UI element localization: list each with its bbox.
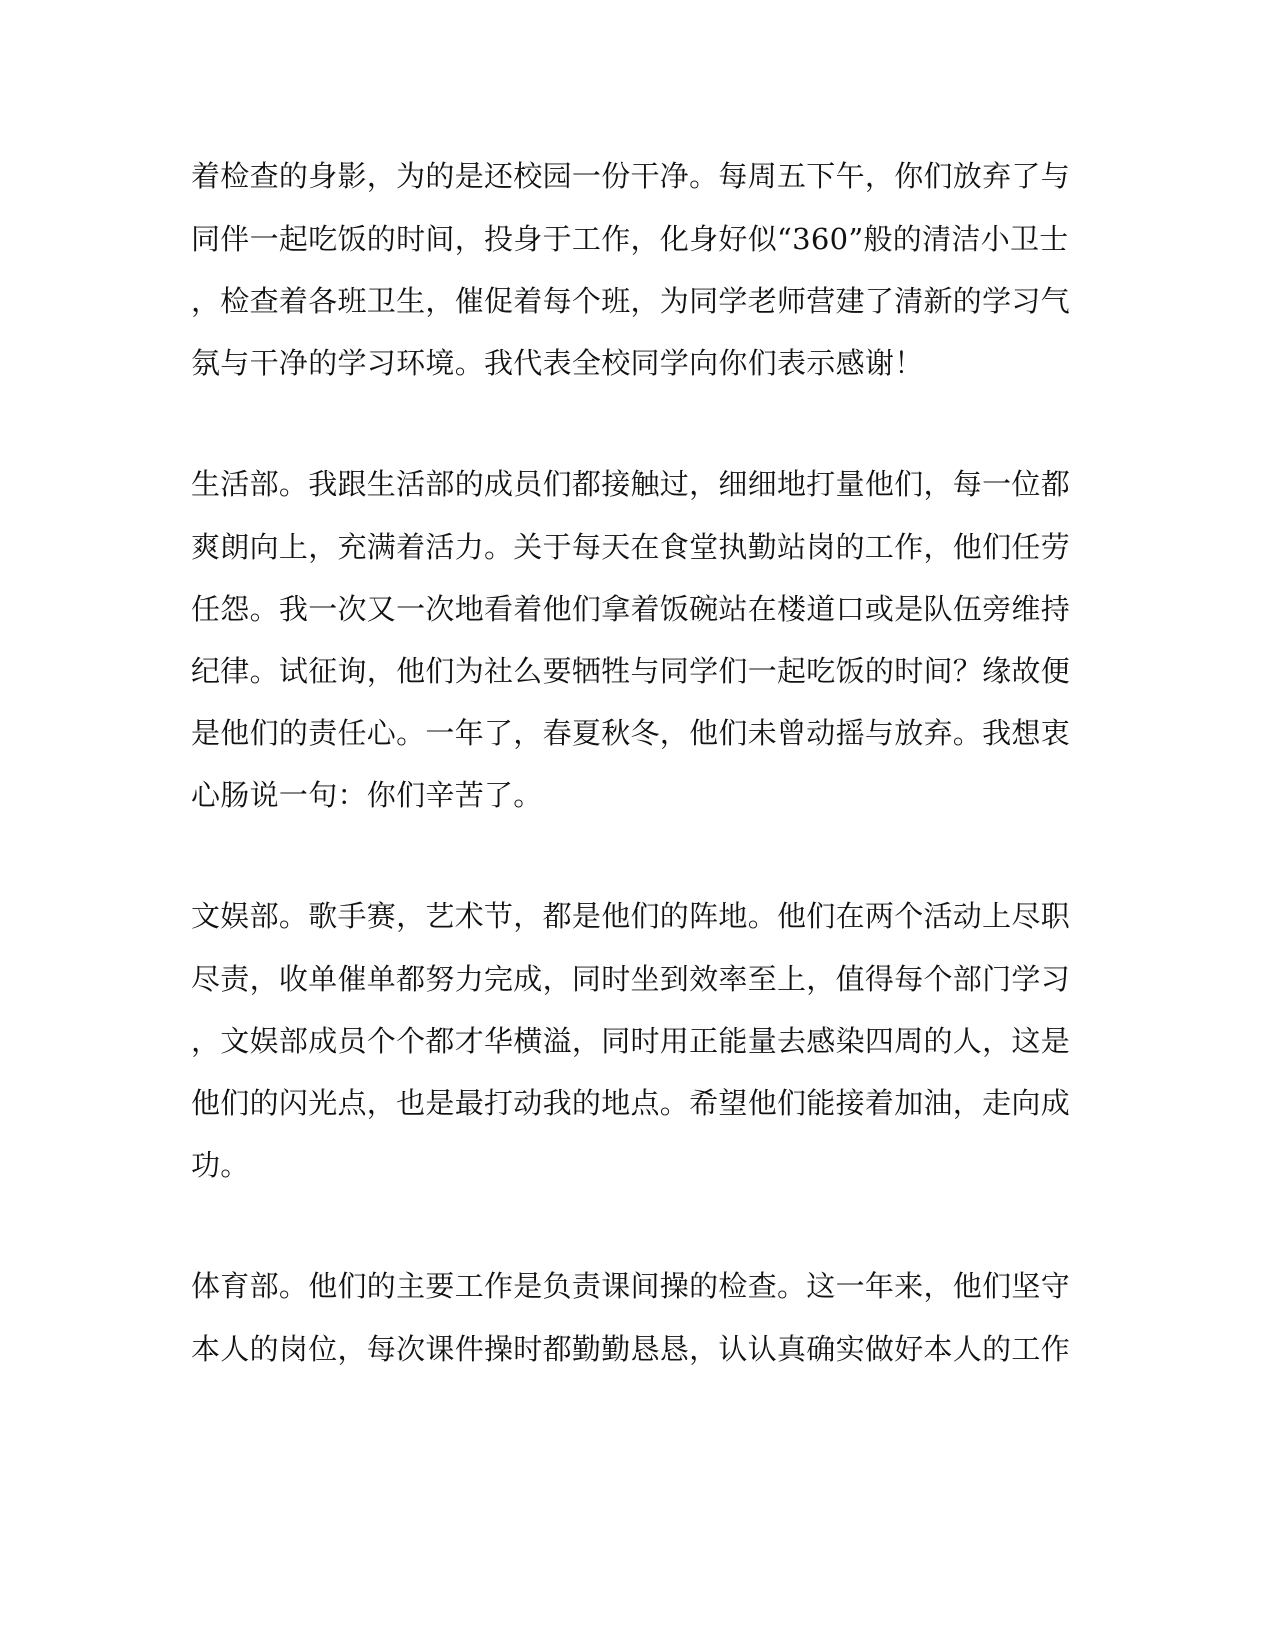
paragraph-4-line-2: 本人的岗位，每次课件操时都勤勤恳恳，认认真确实做好本人的工作: [191, 1332, 1071, 1366]
paragraph-3-line-2: 尽责，收单催单都努力完成，同时坐到效率至上，值得每个部门学习: [191, 962, 1071, 996]
paragraph-2-line-5: 是他们的责任心。一年了，春夏秋冬，他们未曾动摇与放弃。我想衷: [191, 716, 1071, 750]
paragraph-3-line-3: ，文娱部成员个个都才华横溢，同时用正能量去感染四周的人，这是: [191, 1024, 1071, 1058]
paragraph-3-line-1: 文娱部。歌手赛，艺术节，都是他们的阵地。他们在两个活动上尽职: [191, 899, 1071, 933]
paragraph-1-line-3: ，检查着各班卫生，催促着每个班，为同学老师营建了清新的学习气: [191, 284, 1071, 318]
paragraph-1-line-4: 氛与干净的学习环境。我代表全校同学向你们表示感谢！: [191, 346, 924, 380]
paragraph-2-line-3: 任怨。我一次又一次地看着他们拿着饭碗站在楼道口或是队伍旁维持: [191, 592, 1071, 626]
paragraph-2-line-2: 爽朗向上，充满着活力。关于每天在食堂执勤站岗的工作，他们任劳: [191, 530, 1071, 564]
paragraph-4-line-1: 体育部。他们的主要工作是负责课间操的检查。这一年来，他们坚守: [191, 1269, 1071, 1303]
paragraph-1-line-1: 着检查的身影，为的是还校园一份干净。每周五下午，你们放弃了与: [191, 159, 1071, 193]
paragraph-3-line-4: 他们的闪光点，也是最打动我的地点。希望他们能接着加油，走向成: [191, 1086, 1071, 1120]
paragraph-3-line-5: 功。: [191, 1148, 250, 1182]
paragraph-1-line-2: 同伴一起吃饭的时间，投身于工作，化身好似“360”般的清洁小卫士: [191, 222, 1069, 256]
paragraph-2-line-1: 生活部。我跟生活部的成员们都接触过，细细地打量他们，每一位都: [191, 467, 1071, 501]
paragraph-2-line-6: 心肠说一句：你们辛苦了。: [191, 778, 543, 812]
paragraph-2-line-4: 纪律。试征询，他们为社么要牺牲与同学们一起吃饭的时间？缘故便: [191, 654, 1071, 688]
